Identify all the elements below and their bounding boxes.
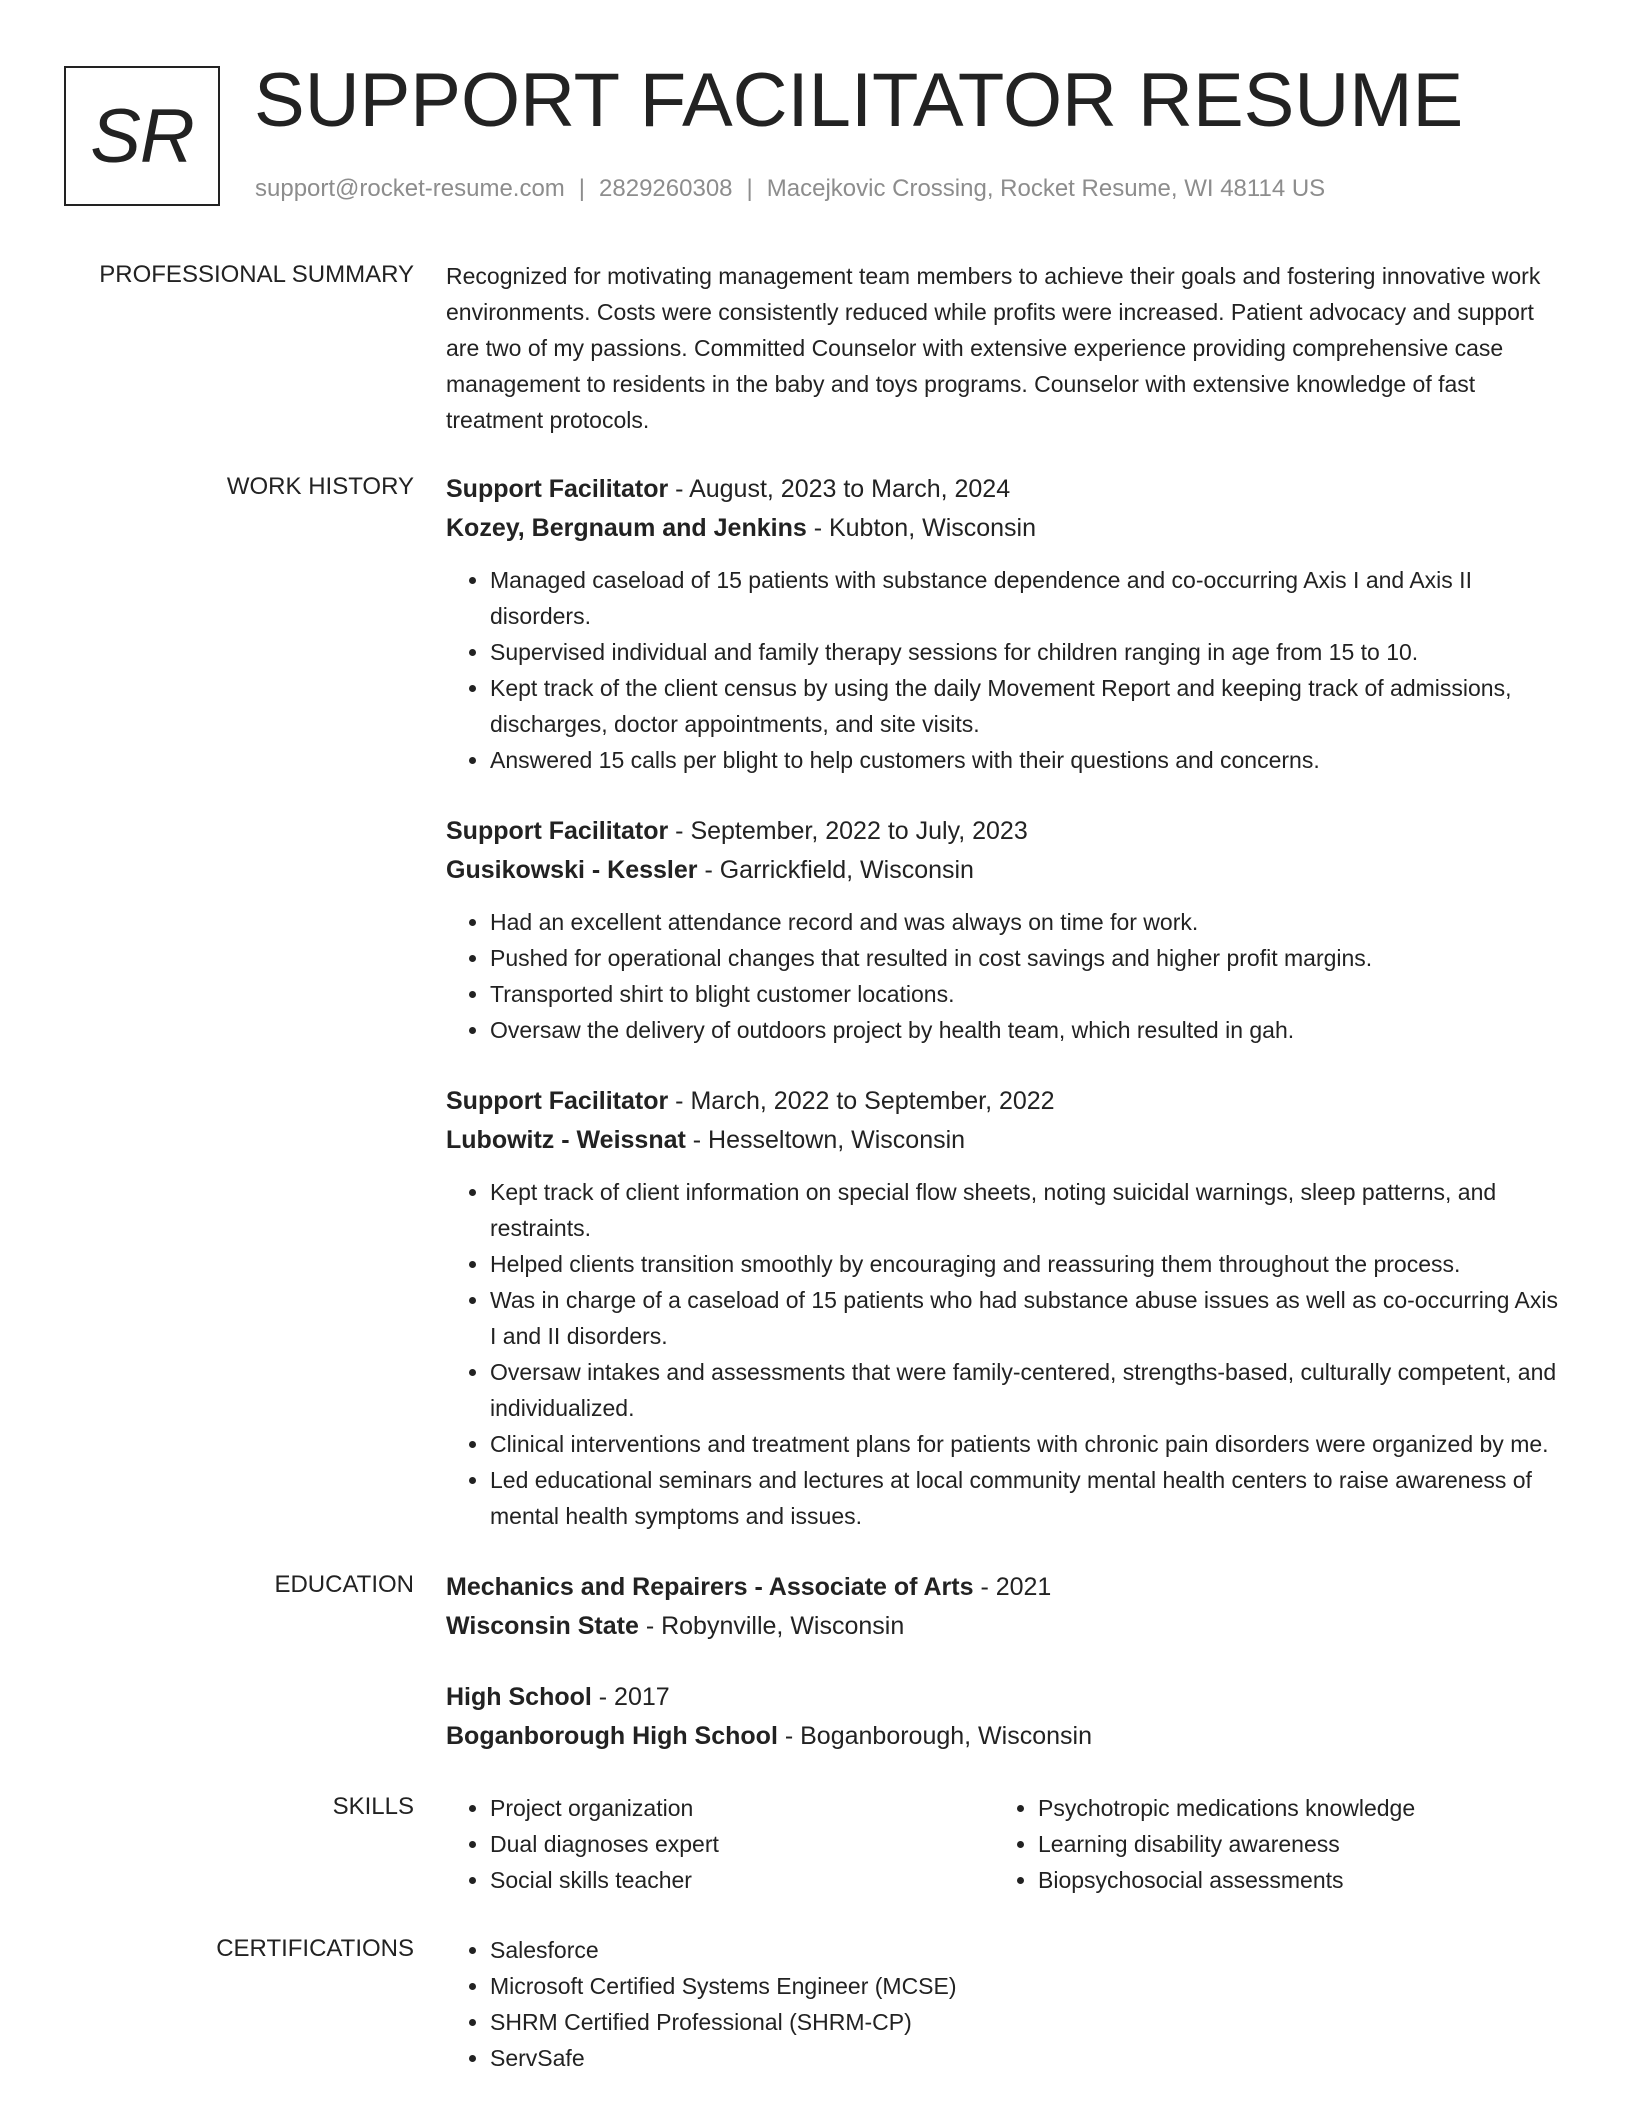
- list-item: • Managed caseload of 15 patients with substance dependence and co-occurring Axis I and Axis II disorders.: [490, 562, 1566, 634]
- degree-year: - 2021: [973, 1573, 1052, 1601]
- resume-title: SUPPORT FACILITATOR RESUME: [254, 58, 1464, 143]
- skills-list: [446, 1790, 994, 1898]
- list-item: • Was in charge of a caseload of 15 patients who had substance abuse issues as well as co-occurring Axis I and II disorders.: [490, 1282, 1566, 1354]
- job-title-line: [446, 1082, 1566, 1121]
- list-item: • Social skills teacher: [490, 1862, 994, 1898]
- list-item: • Had an excellent attendance record and was always on time for work.: [490, 904, 1566, 940]
- section-body: [446, 1568, 1566, 1756]
- monogram-logo: SR: [64, 66, 220, 206]
- list-item: • Oversaw intakes and assessments that were family-centered, strengths-based, culturally competent, and individualized.: [490, 1354, 1566, 1426]
- list-item: • Microsoft Certified Systems Engineer (MCSE): [490, 1968, 1566, 2004]
- section-label: WORK HISTORY: [226, 473, 414, 500]
- job-dates: - March, 2022 to September, 2022: [668, 1087, 1055, 1115]
- list-item: • Kept track of the client census by using the daily Movement Report and keeping track of admissions, discharges, doctor appointments, and site visits.: [490, 670, 1566, 742]
- section-body: [446, 470, 1566, 1534]
- job-title: Support Facilitator: [446, 1087, 669, 1115]
- contact-separator: |: [578, 175, 586, 202]
- list-item: • Project organization: [490, 1790, 994, 1826]
- list-item: • Clinical interventions and treatment plans for patients with chronic pain disorders were organized by me.: [490, 1426, 1566, 1462]
- contact-line: [255, 174, 1325, 204]
- contact-address: Macejkovic Crossing, Rocket Resume, WI 48114 US: [766, 175, 1326, 202]
- school-line: [446, 1717, 1566, 1756]
- certifications-list: [446, 1932, 1566, 2076]
- list-item: • Learning disability awareness: [1038, 1826, 1415, 1862]
- section-label: CERTIFICATIONS: [216, 1935, 414, 1962]
- job-title-line: [446, 812, 1566, 851]
- skills-grid: [446, 1790, 1566, 1898]
- skills-list: [994, 1790, 1415, 1898]
- degree-line: [446, 1568, 1566, 1607]
- list-item: • Led educational seminars and lectures at local community mental health centers to raise awareness of mental health symptoms and issues.: [490, 1462, 1566, 1534]
- list-item: • Pushed for operational changes that resulted in cost savings and higher profit margins.: [490, 940, 1566, 976]
- job-bullets: [446, 1174, 1566, 1534]
- list-item: • Helped clients transition smoothly by encouraging and reassuring them throughout the process.: [490, 1246, 1566, 1282]
- section-label: PROFESSIONAL SUMMARY: [99, 261, 414, 288]
- job-entry: [446, 1082, 1566, 1534]
- school-location: - Robynville, Wisconsin: [638, 1612, 905, 1640]
- contact-phone: 2829260308: [599, 175, 733, 202]
- list-item: • Psychotropic medications knowledge: [1038, 1790, 1415, 1826]
- skills-column-right: [994, 1790, 1415, 1898]
- section-body: [446, 1932, 1566, 2076]
- job-company-line: [446, 851, 1566, 890]
- job-location: - Garrickfield, Wisconsin: [697, 856, 974, 884]
- education-entry: [446, 1568, 1566, 1646]
- job-dates: - September, 2022 to July, 2023: [668, 817, 1028, 845]
- skills-column-left: [446, 1790, 994, 1898]
- job-title-line: [446, 470, 1566, 509]
- list-item: • Answered 15 calls per blight to help customers with their questions and concerns.: [490, 742, 1566, 778]
- section-label: EDUCATION: [274, 1571, 414, 1598]
- list-item: • SHRM Certified Professional (SHRM-CP): [490, 2004, 1566, 2040]
- degree-line: [446, 1678, 1566, 1717]
- section-body: [446, 258, 1566, 438]
- list-item: • Kept track of client information on special flow sheets, noting suicidal warnings, sleep patterns, and restraints.: [490, 1174, 1566, 1246]
- job-entry: [446, 812, 1566, 1048]
- section-label: SKILLS: [332, 1793, 414, 1820]
- list-item: • Oversaw the delivery of outdoors project by health team, which resulted in gah.: [490, 1012, 1566, 1048]
- section-skills: [0, 1790, 1632, 1898]
- job-dates: - August, 2023 to March, 2024: [668, 475, 1011, 503]
- education-entry: [446, 1678, 1566, 1756]
- job-location: - Kubton, Wisconsin: [806, 514, 1037, 542]
- job-entry: [446, 470, 1566, 778]
- section-education: [0, 1568, 1632, 1756]
- school-name: Boganborough High School: [446, 1722, 778, 1750]
- list-item: • Supervised individual and family therapy sessions for children ranging in age from 15 to 10.: [490, 634, 1566, 670]
- job-company: Lubowitz - Weissnat: [446, 1126, 686, 1154]
- job-location: - Hesseltown, Wisconsin: [685, 1126, 966, 1154]
- degree-name: Mechanics and Repairers - Associate of Arts: [446, 1573, 974, 1601]
- job-title: Support Facilitator: [446, 475, 669, 503]
- job-bullets: [446, 562, 1566, 778]
- school-line: [446, 1607, 1566, 1646]
- school-name: Wisconsin State: [446, 1612, 639, 1640]
- degree-year: - 2017: [591, 1683, 670, 1711]
- section-professional-summary: [0, 258, 1632, 438]
- section-certifications: [0, 1932, 1632, 2076]
- list-item: • Dual diagnoses expert: [490, 1826, 994, 1862]
- contact-separator: |: [746, 175, 753, 202]
- section-body: [446, 1790, 1566, 1898]
- list-item: • Salesforce: [490, 1932, 1566, 1968]
- job-bullets: [446, 904, 1566, 1048]
- job-company-line: [446, 509, 1566, 548]
- job-company: Gusikowski - Kessler: [446, 856, 698, 884]
- job-company-line: [446, 1121, 1566, 1160]
- section-work-history: [0, 470, 1632, 1534]
- contact-email: support@rocket-resume.com: [255, 175, 565, 202]
- list-item: • ServSafe: [490, 2040, 1566, 2076]
- degree-name: High School: [446, 1683, 592, 1711]
- list-item: • Biopsychosocial assessments: [1038, 1862, 1415, 1898]
- job-company: Kozey, Bergnaum and Jenkins: [446, 514, 807, 542]
- summary-text: Recognized for motivating management team members to achieve their goals and fostering innovative work environments. Costs were consistently reduced while profits were increased. Patient advocacy and support are two of my passions. Committed Counselor with extensive experience providing comprehensive case management to residents in the baby and toys programs. Counselor with extensive knowledge of fast treatment protocols.: [446, 263, 1541, 433]
- school-location: - Boganborough, Wisconsin: [777, 1722, 1092, 1750]
- resume-sections: [0, 258, 1632, 2076]
- job-title: Support Facilitator: [446, 817, 669, 845]
- list-item: • Transported shirt to blight customer locations.: [490, 976, 1566, 1012]
